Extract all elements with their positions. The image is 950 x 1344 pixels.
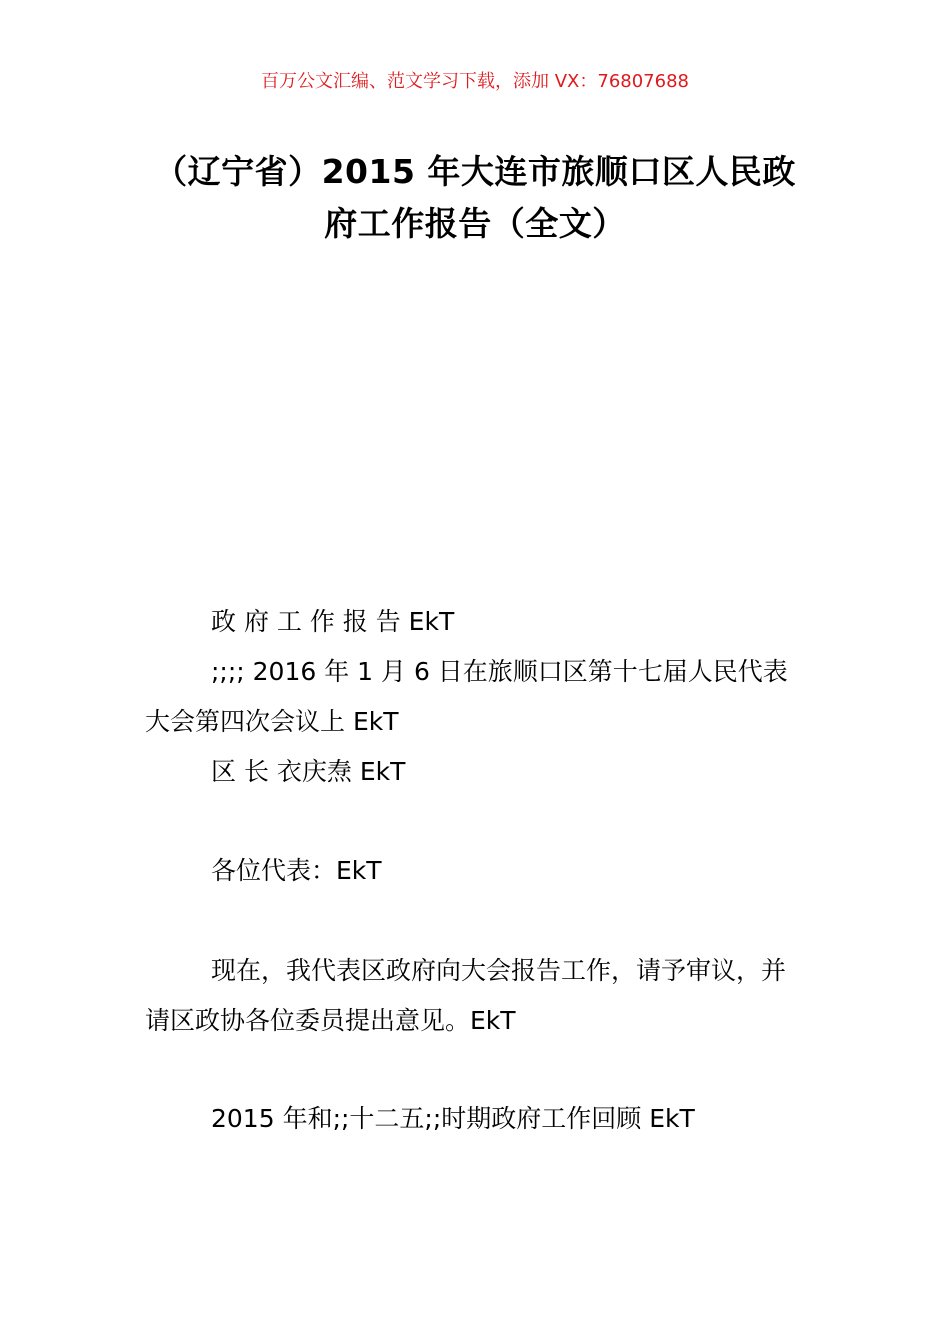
document-title: [140, 146, 810, 250]
speaker-line: 区 长 衣庆焘 EkT: [211, 757, 406, 786]
report-header-block: [145, 597, 810, 797]
title-line-2: 府工作报告（全文）: [324, 204, 626, 243]
watermark-text: 百万公文汇编、范文学习下载，添加 VX：76807688: [261, 71, 689, 92]
intro-line-2: 请区政协各位委员提出意见。EkT: [145, 1006, 516, 1035]
date-line-2: 大会第四次会议上 EkT: [145, 707, 399, 736]
salutation-paragraph: [145, 846, 810, 896]
salutation: 各位代表：EkT: [211, 856, 382, 885]
section-heading: 2015 年和;;十二五;;时期政府工作回顾 EkT: [211, 1104, 695, 1133]
intro-paragraph: [145, 946, 810, 1046]
date-line-1: ;;;; 2016 年 1 月 6 日在旅顺口区第十七届人民代表: [211, 657, 788, 686]
intro-line-1: 现在，我代表区政府向大会报告工作，请予审议，并: [211, 956, 787, 985]
section-heading-paragraph: [145, 1094, 810, 1144]
title-line-1: （辽宁省）2015 年大连市旅顺口区人民政: [154, 152, 796, 191]
report-heading: 政 府 工 作 报 告 EkT: [211, 607, 455, 636]
